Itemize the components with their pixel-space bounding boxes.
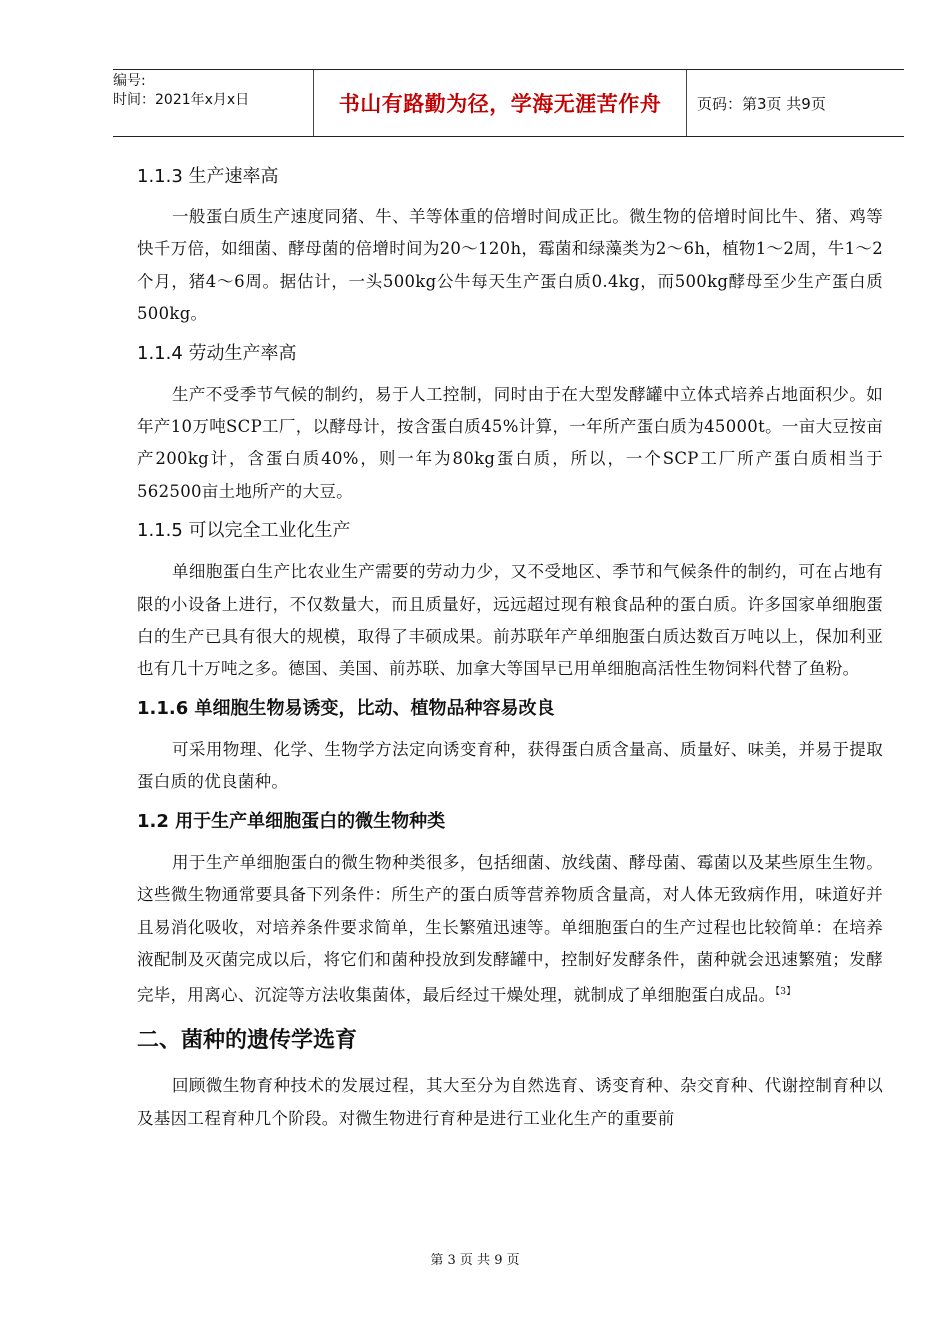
citation-ref: 【3】 [775, 987, 796, 998]
paragraph-1-2-text: 用于生产单细胞蛋白的微生物种类很多，包括细菌、放线菌、酵母菌、霉菌以及某些原生生物。这些微生物通常要具备下列条件：所生产的蛋白质等营养物质含量高，对人体无致病作用，味道好并且易消化吸收，对培养条件要求简单，生长繁殖迅速等。单细胞蛋白的生产过程也比较简单：在培养液配制及灭菌完成以后，将它们和菌种投放到发酵罐中，控制好发酵条件，菌种就会迅速繁殖；发酵完毕，用离心、沉淀等方法收集菌体，最后经过干燥处理，就制成了单细胞蛋白成品。 [137, 852, 883, 1005]
page-footer: 第 3 页 共 9 页 [430, 1253, 520, 1268]
section-heading-1-2: 1.2 用于生产单细胞蛋白的微生物种类 [137, 810, 446, 832]
header-motto: 书山有路勤为径，学海无涯苦作舟 [313, 70, 687, 136]
document-number-label: 编号: [113, 73, 146, 89]
chapter-heading-2: 二、菌种的遗传学选育 [137, 1028, 358, 1054]
section-heading-1-1-3: 1.1.3 生产速率高 [137, 166, 279, 187]
paragraph-2: 回顾微生物育种技术的发展过程，其大至分为自然选育、诱变育种、杂交育种、代谢控制育种以及基因工程育种几个阶段。对微生物进行育种是进行工业化生产的重要前 [137, 1076, 883, 1128]
page-header [113, 69, 904, 137]
paragraph-1-2 [137, 847, 883, 1013]
paragraph-1-1-4: 生产不受季节气候的制约，易于人工控制，同时由于在大型发酵罐中立体式培养占地面积少。如年产10万吨SCP工厂，以酵母计，按含蛋白质45%计算，一年所产蛋白质为45000t。一亩大豆按亩产200kg计，含蛋白质40%，则一年为80kg蛋白质，所以，一个SCP工厂所产蛋白质相当于562500亩土地所产的大豆。 [137, 384, 883, 501]
section-heading-1-1-6: 1.1.6 单细胞生物易诱变，比动、植物品种容易改良 [137, 697, 555, 719]
paragraph-1-1-5: 单细胞蛋白生产比农业生产需要的劳动力少，又不受地区、季节和气候条件的制约，可在占地有限的小设备上进行，不仅数量大，而且质量好，远远超过现有粮食品种的蛋白质。许多国家单细胞蛋白的生产已具有很大的规模，取得了丰硕成果。前苏联年产单细胞蛋白质达数百万吨以上，保加利亚也有几十万吨之多。德国、美国、前苏联、加拿大等国早已用单细胞高活性生物饲料代替了鱼粉。 [137, 562, 883, 679]
document-body [137, 164, 883, 1135]
paragraph-1-1-3: 一般蛋白质生产速度同猪、牛、羊等体重的倍增时间成正比。微生物的倍增时间比牛、猪、鸡等快千万倍，如细菌、酵母菌的倍增时间为20～120h，霉菌和绿藻类为2～6h，植物1～2周，牛1～2个月，猪4～6周。据估计，一头500kg公牛每天生产蛋白质0.4kg，而500kg酵母至少生产蛋白质500kg。 [137, 207, 883, 324]
header-left [113, 70, 313, 136]
header-page-label: 页码：第3页 共9页 [697, 94, 826, 113]
paragraph-1-1-6: 可采用物理、化学、生物学方法定向诱变育种，获得蛋白质含量高、质量好、味美，并易于提取蛋白质的优良菌种。 [137, 739, 883, 792]
section-heading-1-1-5: 1.1.5 可以完全工业化生产 [137, 520, 351, 542]
section-heading-1-1-4: 1.1.4 劳动生产率高 [137, 342, 297, 364]
document-time-label: 时间：2021年x月x日 [113, 92, 250, 108]
